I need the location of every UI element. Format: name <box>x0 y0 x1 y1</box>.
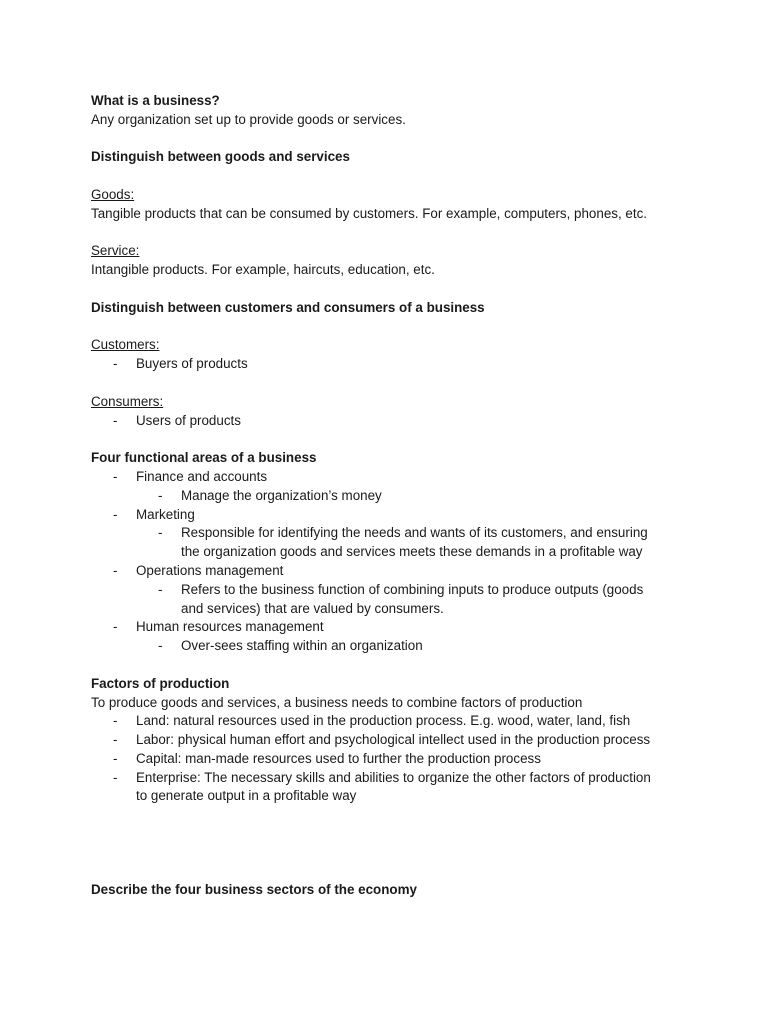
functional-area-label: Marketing <box>136 506 195 522</box>
factor-enterprise-line: to generate output in a profitable way <box>136 788 357 804</box>
spacer <box>91 224 691 243</box>
spacer <box>91 318 691 337</box>
functional-area-label: Human resources management <box>136 619 324 635</box>
functional-area-detail-line: the organization goods and services meets these demands in a profitable way <box>181 544 643 560</box>
service-label: Service: <box>91 243 140 259</box>
bullet-dash: - <box>158 638 163 654</box>
functional-area-label: Finance and accounts <box>136 468 268 484</box>
bullet-dash: - <box>113 412 118 428</box>
functional-area-detail: Manage the organization’s money <box>181 487 382 503</box>
spacer <box>91 167 691 186</box>
sub-list-item <box>91 581 691 619</box>
list-item <box>91 750 691 769</box>
factors-intro: To produce goods and services, a business needs to combine factors of production <box>91 694 583 710</box>
consumers-item: Users of products <box>136 412 241 428</box>
factor-labor: Labor: physical human effort and psychological intellect used in the production process <box>136 732 651 748</box>
service-definition: Intangible products. For example, haircuts, education, etc. <box>91 262 435 278</box>
heading-functional-areas: Four functional areas of a business <box>91 450 317 466</box>
bullet-dash: - <box>158 525 163 541</box>
heading-goods-services: Distinguish between goods and services <box>91 149 350 165</box>
spacer <box>91 806 691 881</box>
sub-list-item <box>91 524 691 562</box>
list-item <box>91 769 691 807</box>
heading-customers-consumers: Distinguish between customers and consumers of a business <box>91 299 485 315</box>
goods-label: Goods: <box>91 186 135 202</box>
list-item <box>91 562 691 581</box>
bullet-dash: - <box>113 732 118 748</box>
list-item <box>91 712 691 731</box>
bullet-dash: - <box>158 581 163 597</box>
bullet-dash: - <box>113 750 118 766</box>
functional-area-detail: Over-sees staffing within an organization <box>181 638 423 654</box>
document-page <box>91 92 691 900</box>
list-item <box>91 412 691 431</box>
factor-capital: Capital: man-made resources used to further the production process <box>136 750 541 766</box>
functional-area-detail-line: Refers to the business function of combining inputs to produce outputs (goods <box>181 581 644 597</box>
spacer <box>91 430 691 449</box>
heading-factors-of-production: Factors of production <box>91 675 230 691</box>
bullet-dash: - <box>113 769 118 785</box>
heading-what-is-business: What is a business? <box>91 93 220 108</box>
factor-enterprise-line: Enterprise: The necessary skills and abilities to organize the other factors of production <box>136 769 651 785</box>
bullet-dash: - <box>113 713 118 729</box>
definition-business: Any organization set up to provide goods or services. <box>91 111 406 127</box>
bullet-dash: - <box>113 356 118 372</box>
consumers-label: Consumers: <box>91 393 164 409</box>
spacer <box>91 374 691 393</box>
functional-area-detail-line: and services) that are valued by consumers. <box>181 600 444 616</box>
list-item <box>91 506 691 525</box>
spacer <box>91 130 691 149</box>
list-item <box>91 355 691 374</box>
functional-area-label: Operations management <box>136 562 284 578</box>
list-item <box>91 731 691 750</box>
functional-area-detail-line: Responsible for identifying the needs and wants of its customers, and ensuring <box>181 525 648 541</box>
bullet-dash: - <box>113 619 118 635</box>
list-item <box>91 618 691 637</box>
factor-land: Land: natural resources used in the production process. E.g. wood, water, land, fish <box>136 713 631 729</box>
bullet-dash: - <box>113 506 118 522</box>
bullet-dash: - <box>158 487 163 503</box>
customers-label: Customers: <box>91 337 160 353</box>
sub-list-item <box>91 487 691 506</box>
list-item <box>91 468 691 487</box>
bullet-dash: - <box>113 468 118 484</box>
spacer <box>91 656 691 675</box>
bullet-dash: - <box>113 562 118 578</box>
heading-business-sectors: Describe the four business sectors of the economy <box>91 882 417 898</box>
customers-item: Buyers of products <box>136 356 248 372</box>
spacer <box>91 280 691 299</box>
sub-list-item <box>91 637 691 656</box>
goods-definition: Tangible products that can be consumed by customers. For example, computers, phones, etc. <box>91 205 647 221</box>
